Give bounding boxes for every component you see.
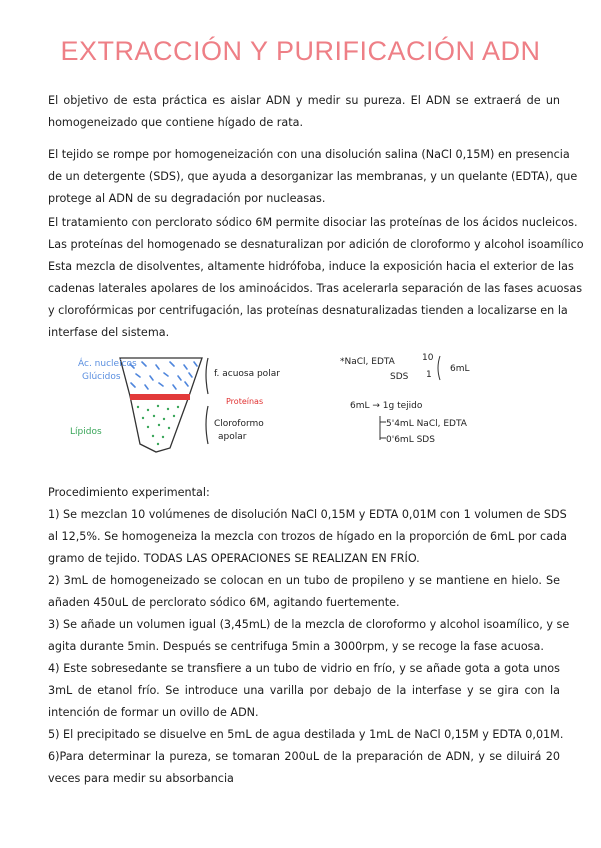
label-lipids: Lípidos [70, 427, 102, 437]
text-line: Las proteínas del homogenado se desnaturalizan por adición de cloroformo y alcohol isoamílico [48, 238, 584, 251]
label-nucleic-acids: Ác. nucleicos [78, 359, 137, 369]
procedure-line: 1) Se mezclan 10 volúmenes de disolución NaCl 0,15M y EDTA 0,01M con 1 volumen de SDS [48, 508, 567, 521]
text-line: y clorofórmicas por centrifugación, las proteínas desnaturalizadas tienden a localizarse en la [48, 304, 568, 317]
text-line: Esta mezcla de disolventes, altamente hidrófoba, induce la exposición hacia el exterior de las [48, 260, 574, 273]
label-chloroform: Cloroformo [214, 419, 264, 429]
bracket-organic [206, 406, 208, 444]
text-line: El objetivo de esta práctica es aislar ADN y medir su pureza. El ADN se extraerá de un [48, 94, 560, 107]
handwritten-notes [340, 350, 510, 450]
page-title: EXTRACCIÓN Y PURIFICACIÓN ADN [60, 36, 541, 66]
label-aqueous-phase: f. acuosa polar [214, 369, 280, 379]
note-ratio: 6mL → 1g tejido [350, 401, 423, 411]
text-line: El tratamiento con perclorato sódico 6M permite disociar las proteínas de los ácidos nucleicos. [48, 216, 578, 229]
procedure-line: veces para medir su absorbancia [48, 772, 234, 785]
intro-paragraph-perchlorate [48, 212, 584, 344]
procedure-section [48, 482, 570, 790]
procedure-line: al 12,5%. Se homogeneiza la mezcla con trozos de hígado en la proporción de 6mL por cada [48, 530, 567, 543]
note-nacl-amount: 5'4mL NaCl, EDTA [386, 419, 467, 429]
note-sds: SDS [390, 372, 409, 382]
procedure-line: gramo de tejido. TODAS LAS OPERACIONES SE REALIZAN EN FRÍO. [48, 552, 420, 565]
bracket-aqueous [206, 358, 208, 394]
procedure-line: 5) El precipitado se disuelve en 5mL de agua destilada y 1mL de NaCl 0,15M y EDTA 0,01M. [48, 728, 564, 741]
note-volume-10: 10 [422, 353, 434, 363]
procedure-line: añaden 450uL de perclorato sódico 6M, agitando fuertemente. [48, 596, 400, 609]
centrifuge-tube-diagram [58, 352, 308, 457]
text-line: interfase del sistema. [48, 326, 170, 339]
note-volume-1: 1 [426, 370, 432, 380]
intro-paragraph-homogenization [48, 144, 578, 210]
note-total-6ml: 6mL [450, 364, 470, 374]
protein-band [130, 394, 190, 400]
note-sds-amount: 0'6mL SDS [386, 435, 435, 445]
label-glucids: Glúcidos [82, 372, 121, 382]
label-proteins: Proteínas [226, 397, 264, 406]
text-line: de un detergente (SDS), que ayuda a desorganizar las membranas, y un quelante (EDTA), que [48, 170, 578, 183]
procedure-line: 4) Este sobresedante se transfiere a un tubo de vidrio en frío, y se añade gota a gota unos [48, 662, 560, 675]
procedure-line: 3mL de etanol frío. Se introduce una varilla por debajo de la interfase y se gira con la [48, 684, 560, 697]
procedure-heading: Procedimiento experimental: [48, 486, 210, 499]
procedure-line: 2) 3mL de homogeneizado se colocan en un tubo de propileno y se mantiene en hielo. Se [48, 574, 560, 587]
text-line: El tejido se rompe por homogeneización con una disolución salina (NaCl 0,15M) en presencia [48, 148, 570, 161]
procedure-line: intención de formar un ovillo de ADN. [48, 706, 259, 719]
note-bracket [438, 356, 440, 380]
procedure-line: 6)Para determinar la pureza, se tomaran 200uL de la preparación de ADN, y se diluirá 20 [48, 750, 560, 763]
text-line: cadenas laterales apolares de los aminoácidos. Tras acelerarla separación de las fases acuosas [48, 282, 583, 295]
intro-paragraph-objective [48, 90, 560, 134]
label-apolar: apolar [218, 432, 247, 442]
text-line: homogeneizado que contiene hígado de rata. [48, 116, 304, 129]
text-line: protege al ADN de su degradación por nucleasas. [48, 192, 326, 205]
note-nacl-edta: *NaCl, EDTA [340, 357, 395, 367]
procedure-line: 3) Se añade un volumen igual (3,45mL) de la mezcla de cloroformo y alcohol isoamílico, y se [48, 618, 570, 631]
aqueous-phase-marks [130, 362, 197, 389]
tube-outline [120, 358, 202, 452]
procedure-line: agita durante 5min. Después se centrifuga 5min a 3000rpm, y se recoge la fase acuosa. [48, 640, 544, 653]
